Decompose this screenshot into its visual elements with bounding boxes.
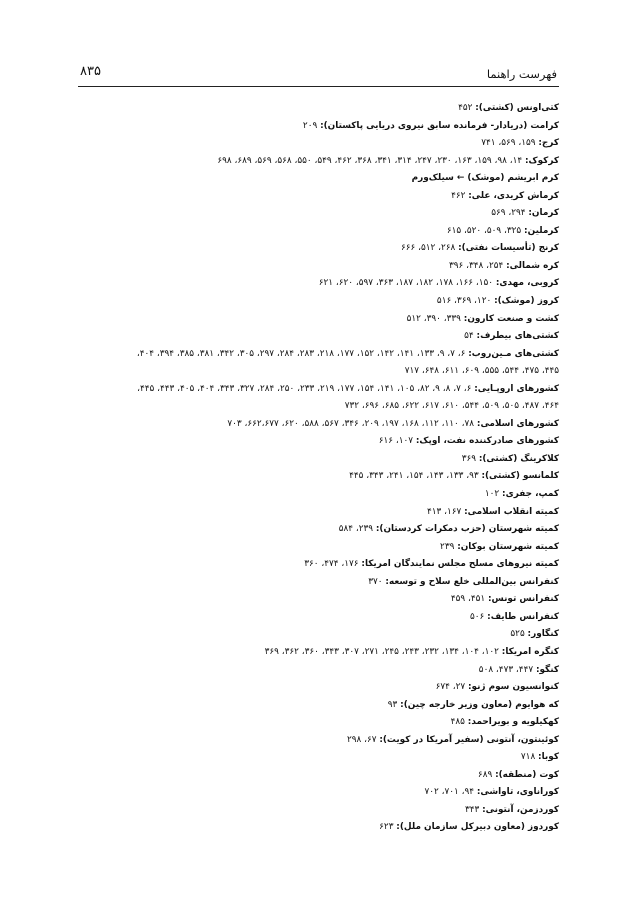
index-entry bbox=[74, 556, 559, 574]
index-entry bbox=[74, 153, 559, 171]
index-term: کنگره امریکا: bbox=[501, 646, 559, 657]
index-pages: ۵۲۵ bbox=[510, 629, 525, 640]
index-entry bbox=[74, 784, 559, 802]
index-entry bbox=[74, 311, 559, 329]
index-pages: ۲۹۴، ۵۶۹ bbox=[491, 208, 526, 219]
index-term: کوراناوی، تاواشی: bbox=[476, 787, 559, 798]
index-entry bbox=[74, 188, 559, 206]
index-term: کشت و صنعت کارون: bbox=[463, 313, 559, 324]
index-term: کلاکرینگ (کشتی): bbox=[478, 453, 559, 464]
index-term: کمپ، جفری: bbox=[502, 489, 559, 500]
index-pages: ۴۸۵ bbox=[450, 717, 465, 728]
index-pages: ۹۴، ۷۰۱، ۷۰۲ bbox=[424, 787, 475, 798]
index-pages: ۶، ۷، ۹، ۱۳۳، ۱۴۱، ۱۴۲، ۱۵۲، ۱۷۷، ۲۱۸، ۲۸۳، ۲۸۴، ۲۹۷، ۳۰۵، ۳۴۲، ۳۸۱، ۳۸۵، ۳۹۴، ۴۰۴، bbox=[136, 348, 466, 359]
index-entry bbox=[74, 346, 559, 364]
index-pages: ۱۰۷، ۶۱۶ bbox=[378, 436, 414, 447]
index-pages: ۱۰۲ bbox=[484, 489, 500, 500]
index-pages: ۵۰۶ bbox=[470, 611, 485, 622]
index-entry bbox=[74, 293, 559, 311]
index-pages: ۶۲۳ bbox=[379, 822, 394, 833]
index-entry bbox=[74, 591, 559, 609]
index-entry bbox=[74, 468, 559, 486]
index-entry bbox=[74, 819, 559, 837]
index-entry bbox=[74, 732, 559, 750]
index-entry bbox=[74, 275, 559, 293]
index-term: کرامت (دریادار- فرمانده سابق نیروی دریایی پاکستان): bbox=[320, 120, 559, 131]
index-term: کنگاور: bbox=[527, 629, 559, 640]
index-pages: ۶۷، ۲۹۸ bbox=[346, 734, 377, 745]
index-term: کوردزمن، آنتونی: bbox=[482, 804, 559, 815]
index-entry bbox=[74, 626, 559, 644]
index-pages: ۱۲۰، ۳۶۹، ۵۱۶ bbox=[436, 296, 492, 307]
index-term: کشتی‌های مـین‌روب: bbox=[468, 348, 559, 359]
index-entry bbox=[74, 118, 559, 136]
index-pages: ۴۴۵، ۴۷۵، ۵۴۴، ۵۵۵، ۶۰۹، ۶۱۱، ۶۴۸، ۷۱۷ bbox=[404, 366, 559, 377]
index-entry bbox=[74, 697, 559, 715]
index-pages: ۱۴، ۹۸، ۱۵۹، ۱۶۳، ۲۳۰، ۲۴۷، ۳۱۴، ۳۴۱، ۳۶۸، ۴۶۲، ۵۴۹، ۵۵۰، ۵۶۸، ۵۶۹، ۶۸۹، ۶۹۸ bbox=[217, 155, 523, 166]
index-term: کرنج (تأسیسات نفتی): bbox=[458, 243, 559, 254]
index-term: کرملین: bbox=[524, 225, 559, 236]
index-entry bbox=[74, 363, 559, 381]
index-pages: ۷۱۸ bbox=[520, 752, 536, 763]
index-term: کمیته شهرستان (حزب دمکرات کردستان): bbox=[375, 524, 559, 535]
index-entry bbox=[74, 170, 559, 188]
index-pages: ۵۴ bbox=[464, 331, 474, 342]
index-term: کروبی، مهدی: bbox=[495, 278, 559, 289]
index-term: کمیته شهرستان بوکان: bbox=[457, 541, 559, 552]
index-entry bbox=[74, 223, 559, 241]
index-term: کرمان: bbox=[528, 208, 559, 219]
index-term: که هوایوم (معاون وزیر خارجه چین): bbox=[400, 699, 559, 710]
index-term: کرم ابریشم (موشک) ← سیلک‌ورم bbox=[411, 173, 559, 184]
index-pages: ۲۶۸، ۵۱۲، ۶۶۶ bbox=[400, 243, 456, 254]
index-pages: ۳۶۹ bbox=[461, 453, 476, 464]
index-pages: ۱۵۹، ۵۶۹، ۷۴۱ bbox=[481, 138, 536, 149]
index-pages: ۱۶۷، ۴۱۳ bbox=[426, 506, 462, 517]
index-entry bbox=[74, 135, 559, 153]
index-pages: ۶۸۹ bbox=[477, 769, 493, 780]
index-entry bbox=[74, 749, 559, 767]
index-pages: ۱۰۲، ۱۰۴، ۱۳۴، ۲۳۲، ۲۴۳، ۲۴۵، ۲۷۱، ۳۰۷، ۳۴۳، ۳۶۰، ۳۶۲، ۳۶۹ bbox=[264, 646, 499, 657]
index-pages: ۳۳۹، ۳۹۰، ۵۱۲ bbox=[406, 313, 461, 324]
index-term: کشتی‌های بیطرف: bbox=[476, 331, 559, 342]
index-pages: ۱۵۰، ۱۶۶، ۱۷۸، ۱۸۲، ۱۸۷، ۳۶۳، ۵۹۷، ۶۲۰، ۶۲۱ bbox=[318, 278, 494, 289]
index-term: کمیته انقلاب اسلامی: bbox=[464, 506, 559, 517]
index-entry bbox=[74, 574, 559, 592]
index-pages: ۴۴۷، ۴۷۳، ۵۰۸ bbox=[478, 664, 534, 675]
index-term: کلمانسو (کشتی): bbox=[481, 471, 559, 482]
index-term: کوت (منطقه): bbox=[495, 769, 559, 780]
index-entry bbox=[74, 205, 559, 223]
index-entry bbox=[74, 662, 559, 680]
index-pages: ۲۷، ۶۷۴ bbox=[435, 682, 466, 693]
index-term: کوبا: bbox=[538, 752, 559, 763]
index-pages: ۲۰۹ bbox=[302, 120, 318, 131]
index-entry bbox=[74, 802, 559, 820]
index-term: کوردوز (معاون دبیرکل سازمان ملل): bbox=[396, 822, 559, 833]
index-pages: ۴۵۱، ۴۵۹ bbox=[450, 594, 486, 605]
index-pages: ۱۷۶، ۴۷۴، ۳۶۰ bbox=[304, 559, 359, 570]
index-entry bbox=[74, 258, 559, 276]
index-term: کتی‌اونس (کشتی): bbox=[475, 103, 559, 113]
index-entry bbox=[74, 100, 559, 118]
index-entries bbox=[74, 100, 559, 837]
index-term: کره شمالی: bbox=[506, 260, 559, 271]
index-entry bbox=[74, 609, 559, 627]
index-term: کوئینتون، آنتونی (سفیر آمریکا در کویت): bbox=[379, 734, 559, 745]
index-pages: ۹۳، ۱۳۳، ۱۴۳، ۱۵۴، ۲۴۱، ۳۴۳، ۴۴۵ bbox=[349, 471, 479, 482]
index-pages: ۷۸، ۱۱۰، ۱۱۲، ۱۶۸، ۱۹۷، ۲۰۹، ۳۴۶، ۵۶۷، ۵۸۸، ۶۲۰، ۶۶۲،۶۷۷، ۷۰۳ bbox=[227, 418, 475, 429]
index-pages: ۳۴۳ bbox=[464, 804, 480, 815]
index-entry bbox=[74, 398, 559, 416]
index-pages: ۲۳۹ bbox=[440, 541, 455, 552]
index-entry bbox=[74, 504, 559, 522]
index-pages: ۲۵۴، ۳۴۸، ۳۹۶ bbox=[448, 260, 504, 271]
index-entry bbox=[74, 539, 559, 557]
index-pages: ۳۷۰ bbox=[368, 576, 383, 587]
index-entry bbox=[74, 767, 559, 785]
index-pages: ۹۳ bbox=[387, 699, 398, 710]
index-pages: ۶، ۷، ۸، ۹، ۸۲، ۱۰۵، ۱۴۱، ۱۵۴، ۱۷۷، ۲۱۹، ۲۳۳، ۲۵۰، ۲۸۴، ۳۲۷، ۳۴۳، ۴۰۴، ۴۰۵، ۴۴۳، ۴۴۵، bbox=[137, 383, 472, 394]
index-entry bbox=[74, 240, 559, 258]
index-term: کرج: bbox=[538, 138, 559, 149]
index-entry bbox=[74, 679, 559, 697]
index-entry bbox=[74, 714, 559, 732]
index-term: کروز (موشک): bbox=[494, 296, 559, 307]
index-pages: ۲۳۹، ۵۸۴ bbox=[338, 524, 374, 535]
index-term: کنفرانس بین‌المللی خلع سلاح و توسعه: bbox=[385, 576, 559, 587]
running-title: فهرست راهنما bbox=[486, 67, 557, 81]
index-term: کهکیلویه و بویراحمد: bbox=[467, 717, 559, 728]
index-entry bbox=[74, 486, 559, 504]
index-entry bbox=[74, 451, 559, 469]
index-entry bbox=[74, 381, 559, 399]
index-term: کمیته نیروهای مسلح مجلس نمایندگان امریکا: bbox=[361, 559, 559, 570]
index-term: کشورهای صادرکننده نفت، اوپک: bbox=[415, 436, 559, 447]
page-header bbox=[78, 62, 559, 87]
index-term: کشورهای اسلامی: bbox=[476, 418, 559, 429]
index-term: کنوانسیون سوم ژنو: bbox=[467, 682, 559, 693]
index-pages: ۴۶۴، ۴۸۷، ۵۰۵، ۵۰۹، ۵۴۴، ۶۱۰، ۶۱۷، ۶۲۲، ۶۸۵، ۶۹۶، ۷۳۲ bbox=[344, 401, 559, 412]
index-pages: ۴۵۲ bbox=[458, 103, 473, 113]
index-term: کنفرانس تونس: bbox=[487, 594, 559, 605]
index-term: کنفرانس طایف: bbox=[487, 611, 559, 622]
index-term: کنگو: bbox=[535, 664, 559, 675]
index-entry bbox=[74, 416, 559, 434]
index-entry bbox=[74, 644, 559, 662]
index-term: کرکوک: bbox=[524, 155, 559, 166]
index-entry bbox=[74, 328, 559, 346]
index-term: کشورهای اروپـایی: bbox=[474, 383, 559, 394]
index-term: کرماش کریدی، علی: bbox=[468, 190, 559, 201]
index-entry bbox=[74, 433, 559, 451]
index-pages: ۴۶۲ bbox=[451, 190, 466, 201]
index-entry bbox=[74, 521, 559, 539]
index-pages: ۳۲۵، ۵۰۹، ۵۲۰، ۶۱۵ bbox=[446, 225, 522, 236]
page-number: ۸۳۵ bbox=[80, 64, 101, 79]
